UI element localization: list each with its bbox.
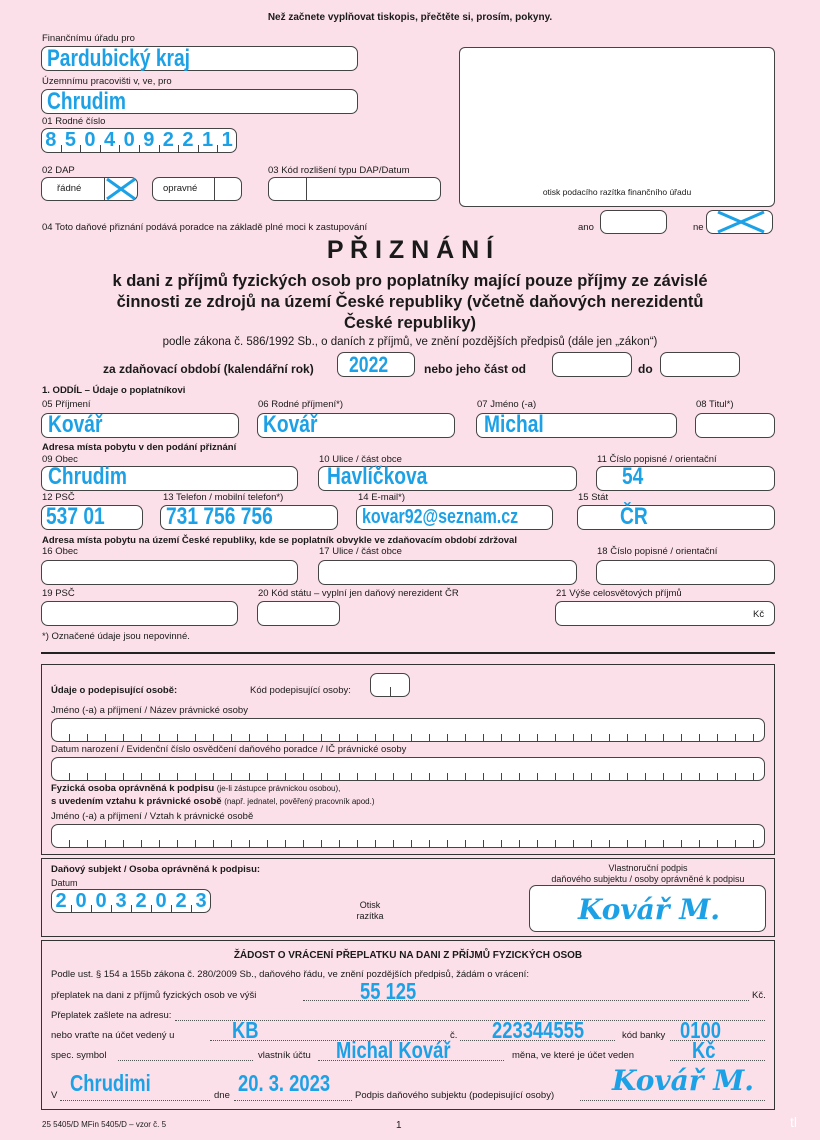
c-label: č. xyxy=(450,1030,458,1041)
poradce-label: 04 Toto daňové přiznání podává poradce na základě plné moci k zastupování xyxy=(42,222,368,233)
comb-tick xyxy=(447,840,448,848)
stamp-box xyxy=(459,47,775,207)
banka-value: KB xyxy=(232,1017,259,1043)
vztah-label: Jméno (-a) a příjmení / Vztah k právnické osobě xyxy=(51,811,254,822)
comb-digit: 0 xyxy=(151,889,171,913)
comb-tick xyxy=(465,734,466,742)
comb-tick xyxy=(573,840,574,848)
comb-tick xyxy=(231,773,232,781)
refund-heading: ŽÁDOST O VRÁCENÍ PŘEPLATKU NA DANI Z PŘÍJMŮ FYZICKÝCH OSOB xyxy=(233,950,583,961)
comb-digit: 2 xyxy=(131,889,151,913)
razitka-label: razítka xyxy=(356,911,384,921)
comb-tick xyxy=(375,840,376,848)
mena-line[interactable] xyxy=(670,1060,765,1061)
kod-banky-value: 0100 xyxy=(680,1017,721,1043)
rodne-label: 06 Rodné příjmení*) xyxy=(258,399,344,410)
psc-label: 12 PSČ xyxy=(42,492,75,503)
comb-tick xyxy=(285,773,286,781)
comb-tick xyxy=(321,734,322,742)
comb-tick xyxy=(303,840,304,848)
comb-tick xyxy=(375,773,376,781)
cislo2-field[interactable] xyxy=(596,560,775,585)
vlastnik-label: vlastník účtu xyxy=(258,1050,311,1061)
comb-digit: 4 xyxy=(100,128,120,153)
comb-tick xyxy=(609,734,610,742)
comb-tick xyxy=(87,734,88,742)
stat-value: ČR xyxy=(620,503,648,530)
page-number: 1 xyxy=(396,1120,402,1131)
adresa-label: Přeplatek zašlete na adresu: xyxy=(51,1010,172,1021)
jmeno-value: Michal xyxy=(484,411,544,438)
comb-tick xyxy=(393,773,394,781)
comb-tick xyxy=(357,773,358,781)
addr-heading: Adresa místa pobytu v den podání přiznání xyxy=(42,442,237,453)
psc-value: 537 01 xyxy=(46,503,105,530)
fo-line1 xyxy=(51,783,340,794)
comb-tick xyxy=(141,734,142,742)
stamp-label: otisk podacího razítka finančního úřadu xyxy=(542,187,692,197)
datum-line[interactable] xyxy=(234,1100,352,1101)
comb-tick xyxy=(339,734,340,742)
comb-tick xyxy=(627,840,628,848)
comb-tick xyxy=(249,773,250,781)
comb-digit: 3 xyxy=(111,889,131,913)
comb-ticks xyxy=(51,840,765,848)
comb-tick xyxy=(339,840,340,848)
comb-tick xyxy=(375,734,376,742)
kodstatu-field[interactable] xyxy=(257,601,340,626)
comb-digit: 3 xyxy=(191,889,211,913)
kodstatu-label: 20 Kód státu – vyplní jen daňový nerezident ČR xyxy=(258,588,459,599)
form-code: 25 5405/D MFin 5405/D – vzor č. 5 xyxy=(42,1120,167,1129)
email-label: 14 E-mail*) xyxy=(358,492,405,503)
comb-tick xyxy=(411,840,412,848)
comb-tick xyxy=(735,773,736,781)
celosvet-field[interactable] xyxy=(555,601,775,626)
refund-intro: Podle ust. § 154 a 155b zákona č. 280/2009 Sb., daňového řádu, ve znění pozdějších předpisů, žádám o vrácení: xyxy=(51,969,529,980)
comb-tick xyxy=(735,840,736,848)
comb-tick xyxy=(555,773,556,781)
comb-tick xyxy=(195,773,196,781)
period-value: 2022 xyxy=(349,352,389,377)
comb-tick xyxy=(141,840,142,848)
comb-tick xyxy=(141,773,142,781)
comb-tick xyxy=(249,734,250,742)
section1-heading: 1. ODDÍL – Údaje o poplatníkovi xyxy=(42,385,186,396)
comb-tick xyxy=(555,840,556,848)
email-value: kovar92@seznam.cz xyxy=(362,506,519,528)
form-title: P Ř I Z N Á N Í xyxy=(326,236,494,264)
ucet-label: nebo vraťte na účet vedený u xyxy=(51,1030,175,1041)
dap-opravne-label: opravné xyxy=(163,183,198,194)
rc-digits xyxy=(41,128,237,153)
comb-tick xyxy=(159,840,160,848)
cislo-label: 11 Číslo popisné / orientační xyxy=(597,454,717,465)
comb-digit: 1 xyxy=(217,128,237,153)
comb-tick xyxy=(753,773,754,781)
misto-line[interactable] xyxy=(60,1100,210,1101)
comb-tick xyxy=(357,840,358,848)
period-label: za zdaňovací období (kalendářní rok) xyxy=(103,362,314,376)
comb-tick xyxy=(69,734,70,742)
comb-tick xyxy=(465,840,466,848)
law-text: podle zákona č. 586/1992 Sb., o daních z příjmů, ve znění pozdějších předpisů (dále jen „zákon“) xyxy=(162,336,658,348)
comb-tick xyxy=(645,840,646,848)
comb-tick xyxy=(249,840,250,848)
comb-tick xyxy=(537,734,538,742)
fo-heading: Fyzická osoba oprávněná k podpisu xyxy=(51,783,215,794)
dap-radne-cross-icon xyxy=(104,176,138,202)
tel-label: 13 Telefon / mobilní telefon*) xyxy=(163,492,284,503)
comb-tick xyxy=(105,773,106,781)
sig-label1: Vlastnoruční podpis xyxy=(608,863,688,873)
comb-tick xyxy=(393,734,394,742)
comb-tick xyxy=(213,734,214,742)
comb-digit: 8 xyxy=(45,129,57,151)
up-label: Územnímu pracovišti v, ve, pro xyxy=(42,76,172,87)
comb-tick xyxy=(501,734,502,742)
preplatek-value: 55 125 xyxy=(360,978,417,1004)
comb-tick xyxy=(267,840,268,848)
podpis-label: Podpis daňového subjektu (podepisující osoby) xyxy=(355,1090,555,1101)
comb-tick xyxy=(195,840,196,848)
comb-ticks xyxy=(51,734,765,742)
comb-digit: 5 xyxy=(61,128,81,153)
comb-tick xyxy=(609,840,610,848)
fo-note: (je-li zástupce právnickou osobou), xyxy=(216,784,341,793)
comb-tick xyxy=(753,734,754,742)
divider xyxy=(214,178,215,200)
ano-checkbox[interactable] xyxy=(600,210,667,234)
comb-tick xyxy=(465,773,466,781)
ulice-label: 10 Ulice / část obce xyxy=(319,454,402,465)
comb-tick xyxy=(303,734,304,742)
comb-tick xyxy=(555,734,556,742)
title-line2: činnosti ze zdrojů na území České republiky (včetně daňových nerezidentů xyxy=(116,293,704,311)
stat-field[interactable] xyxy=(577,505,775,530)
fo-heading2: s uvedením vztahu k právnické osobě xyxy=(51,796,222,807)
subject-signature: Kovář M. xyxy=(578,893,721,926)
comb-tick xyxy=(699,773,700,781)
comb-tick xyxy=(483,734,484,742)
comb-tick xyxy=(321,840,322,848)
vlastnik-value: Michal Kovář xyxy=(336,1037,451,1063)
prijmeni-value: Kovář xyxy=(48,411,103,438)
refund-signature: Kovář M. xyxy=(612,1064,755,1097)
comb-digit: 2 xyxy=(178,128,198,153)
v-label: V xyxy=(51,1090,58,1101)
comb-tick xyxy=(105,734,106,742)
comb-tick xyxy=(267,734,268,742)
kod-field[interactable] xyxy=(268,177,441,201)
addr2-heading: Adresa místa pobytu na území České republiky, kde se poplatník obvykle ve zdaňovacím období zdržoval xyxy=(42,535,517,546)
comb-tick xyxy=(231,734,232,742)
comb-tick xyxy=(681,734,682,742)
comb-tick xyxy=(429,840,430,848)
up-value: Chrudim xyxy=(47,88,126,115)
psc2-field[interactable] xyxy=(41,601,238,626)
subject-datum-digits xyxy=(51,889,211,913)
dap-label: 02 DAP xyxy=(42,165,75,176)
divider xyxy=(306,178,307,200)
comb-digit: 0 xyxy=(71,889,91,913)
comb-tick xyxy=(753,840,754,848)
comb-tick xyxy=(501,840,502,848)
cislo2-label: 18 Číslo popisné / orientační xyxy=(597,546,718,557)
comb-tick xyxy=(663,773,664,781)
comb-tick xyxy=(177,734,178,742)
comb-tick xyxy=(87,773,88,781)
podpis-line[interactable] xyxy=(580,1100,765,1101)
comb-tick xyxy=(573,773,574,781)
comb-tick xyxy=(231,840,232,848)
misto-value: Chrudimi xyxy=(70,1070,151,1096)
comb-tick xyxy=(213,773,214,781)
comb-digit: 9 xyxy=(139,128,159,153)
mena-value: Kč xyxy=(692,1037,716,1063)
comb-tick xyxy=(267,773,268,781)
titul-field[interactable] xyxy=(695,413,775,438)
comb-tick xyxy=(303,773,304,781)
celosvet-kc: Kč xyxy=(753,609,765,620)
comb-tick xyxy=(591,840,592,848)
subject-datum-label: Datum xyxy=(51,878,78,888)
ne-cross-icon xyxy=(714,208,768,236)
comb-tick xyxy=(483,773,484,781)
comb-digit: 2 xyxy=(159,128,179,153)
part-from-field[interactable] xyxy=(552,352,632,377)
fu-value: Pardubický kraj xyxy=(47,45,191,72)
kod-label: 03 Kód rozlišení typu DAP/Datum xyxy=(268,165,410,176)
comb-digit: 0 xyxy=(91,889,111,913)
comb-tick xyxy=(681,773,682,781)
comb-ticks xyxy=(51,773,765,781)
do-label: do xyxy=(638,362,653,376)
comb-tick xyxy=(717,734,718,742)
comb-tick xyxy=(393,840,394,848)
comb-digit: 0 xyxy=(119,128,139,153)
comb-tick xyxy=(105,840,106,848)
signer-datum-label: Datum narození / Evidenční číslo osvědčení daňového poradce / IČ právnické osoby xyxy=(51,744,407,755)
comb-tick xyxy=(447,734,448,742)
comb-digit: 0 xyxy=(80,128,100,153)
section-divider xyxy=(41,652,775,654)
mena-label: měna, ve které je účet veden xyxy=(512,1050,634,1061)
comb-tick xyxy=(519,734,520,742)
comb-tick xyxy=(591,773,592,781)
part-to-field[interactable] xyxy=(660,352,740,377)
comb-tick xyxy=(609,773,610,781)
corner-mark: tl xyxy=(790,1114,797,1130)
comb-tick xyxy=(591,734,592,742)
comb-tick xyxy=(501,773,502,781)
comb-tick xyxy=(213,840,214,848)
comb-tick xyxy=(519,773,520,781)
comb-tick xyxy=(627,734,628,742)
obec2-label: 16 Obec xyxy=(42,546,78,557)
spec-label: spec. symbol xyxy=(51,1050,107,1061)
tel-value: 731 756 756 xyxy=(166,503,273,530)
comb-tick xyxy=(177,773,178,781)
title-line3: České republiky) xyxy=(343,314,477,332)
signer-jmeno-label: Jméno (-a) a příjmení / Název právnické osoby xyxy=(51,705,248,716)
signer-kod-label: Kód podepisující osoby: xyxy=(250,685,351,696)
ulice2-label: 17 Ulice / část obce xyxy=(319,546,402,557)
sig-label2: daňového subjektu / osoby oprávněné k podpisu xyxy=(551,874,745,884)
preplatek-label: přeplatek na dani z příjmů fyzických osob ve výši xyxy=(51,990,257,1001)
titul-label: 08 Titul*) xyxy=(696,399,734,410)
comb-tick xyxy=(285,734,286,742)
datum-value: 20. 3. 2023 xyxy=(238,1070,331,1096)
ulice-value: Havlíčkova xyxy=(327,463,428,490)
comb-tick xyxy=(285,840,286,848)
stat-label: 15 Stát xyxy=(578,492,609,503)
comb-tick xyxy=(645,773,646,781)
comb-tick xyxy=(321,773,322,781)
dne-label: dne xyxy=(214,1090,230,1101)
comb-tick xyxy=(483,840,484,848)
comb-digit: 2 xyxy=(171,889,191,913)
ucet-value: 223344555 xyxy=(492,1017,585,1043)
otisk-label: Otisk xyxy=(359,900,381,910)
comb-tick xyxy=(573,734,574,742)
ano-label: ano xyxy=(578,222,594,233)
comb-tick xyxy=(699,734,700,742)
cislo-value: 54 xyxy=(622,463,644,490)
comb-tick xyxy=(717,840,718,848)
celosvet-label: 21 Výše celosvětových příjmů xyxy=(556,588,682,599)
comb-tick xyxy=(429,734,430,742)
comb-tick xyxy=(69,840,70,848)
comb-tick xyxy=(123,840,124,848)
comb-tick xyxy=(699,840,700,848)
dap-radne-label: řádné xyxy=(57,183,82,194)
fo-note2: (např. jednatel, pověřený pracovník apod.) xyxy=(224,797,375,806)
comb-tick xyxy=(663,734,664,742)
fu-label: Finančnímu úřadu pro xyxy=(42,33,135,44)
rc-label: 01 Rodné číslo xyxy=(42,116,106,127)
jmeno-label: 07 Jméno (-a) xyxy=(477,399,537,410)
comb-tick xyxy=(627,773,628,781)
spec-line[interactable] xyxy=(118,1060,253,1061)
comb-tick xyxy=(159,773,160,781)
comb-tick xyxy=(357,734,358,742)
signer-heading: Údaje o podepisující osobě: xyxy=(51,685,178,696)
obec-label: 09 Obec xyxy=(42,454,78,465)
preplatek-kc: Kč. xyxy=(752,990,766,1001)
comb-tick xyxy=(69,773,70,781)
comb-tick xyxy=(177,840,178,848)
title-line1: k dani z příjmů fyzických osob pro poplatníky mající pouze příjmy ze závislé xyxy=(112,272,708,290)
obec-value: Chrudim xyxy=(48,463,127,490)
comb-tick xyxy=(681,840,682,848)
kod-banky-label: kód banky xyxy=(622,1030,666,1041)
comb-digit: 2 xyxy=(55,890,67,912)
comb-tick xyxy=(195,734,196,742)
ulice2-field[interactable] xyxy=(318,560,577,585)
subject-heading: Daňový subjekt / Osoba oprávněná k podpisu: xyxy=(51,864,261,875)
comb-tick xyxy=(447,773,448,781)
comb-tick xyxy=(537,773,538,781)
psc2-label: 19 PSČ xyxy=(42,588,75,599)
comb-tick xyxy=(519,840,520,848)
comb-tick xyxy=(411,734,412,742)
rodne-value: Kovář xyxy=(263,411,318,438)
comb-tick xyxy=(645,734,646,742)
part-label: nebo jeho část od xyxy=(424,362,527,376)
comb-tick xyxy=(411,773,412,781)
comb-tick xyxy=(339,773,340,781)
instruction-text: Než začnete vyplňovat tiskopis, přečtěte si, prosím, pokyny. xyxy=(267,12,553,23)
fo-line2 xyxy=(51,796,375,807)
obec2-field[interactable] xyxy=(41,560,298,585)
comb-tick xyxy=(537,840,538,848)
ne-label: ne xyxy=(693,222,704,233)
comb-digit: 1 xyxy=(198,128,218,153)
prijmeni-label: 05 Příjmení xyxy=(42,399,91,410)
footnote: *) Označené údaje jsou nepovinné. xyxy=(42,631,190,642)
adresa-line[interactable] xyxy=(175,1020,765,1021)
comb-tick xyxy=(735,734,736,742)
comb-tick xyxy=(159,734,160,742)
comb-tick xyxy=(717,773,718,781)
comb-tick xyxy=(123,773,124,781)
comb-tick xyxy=(87,840,88,848)
comb-tick xyxy=(429,773,430,781)
comb-tick xyxy=(663,840,664,848)
comb-tick xyxy=(123,734,124,742)
divider xyxy=(390,687,391,696)
